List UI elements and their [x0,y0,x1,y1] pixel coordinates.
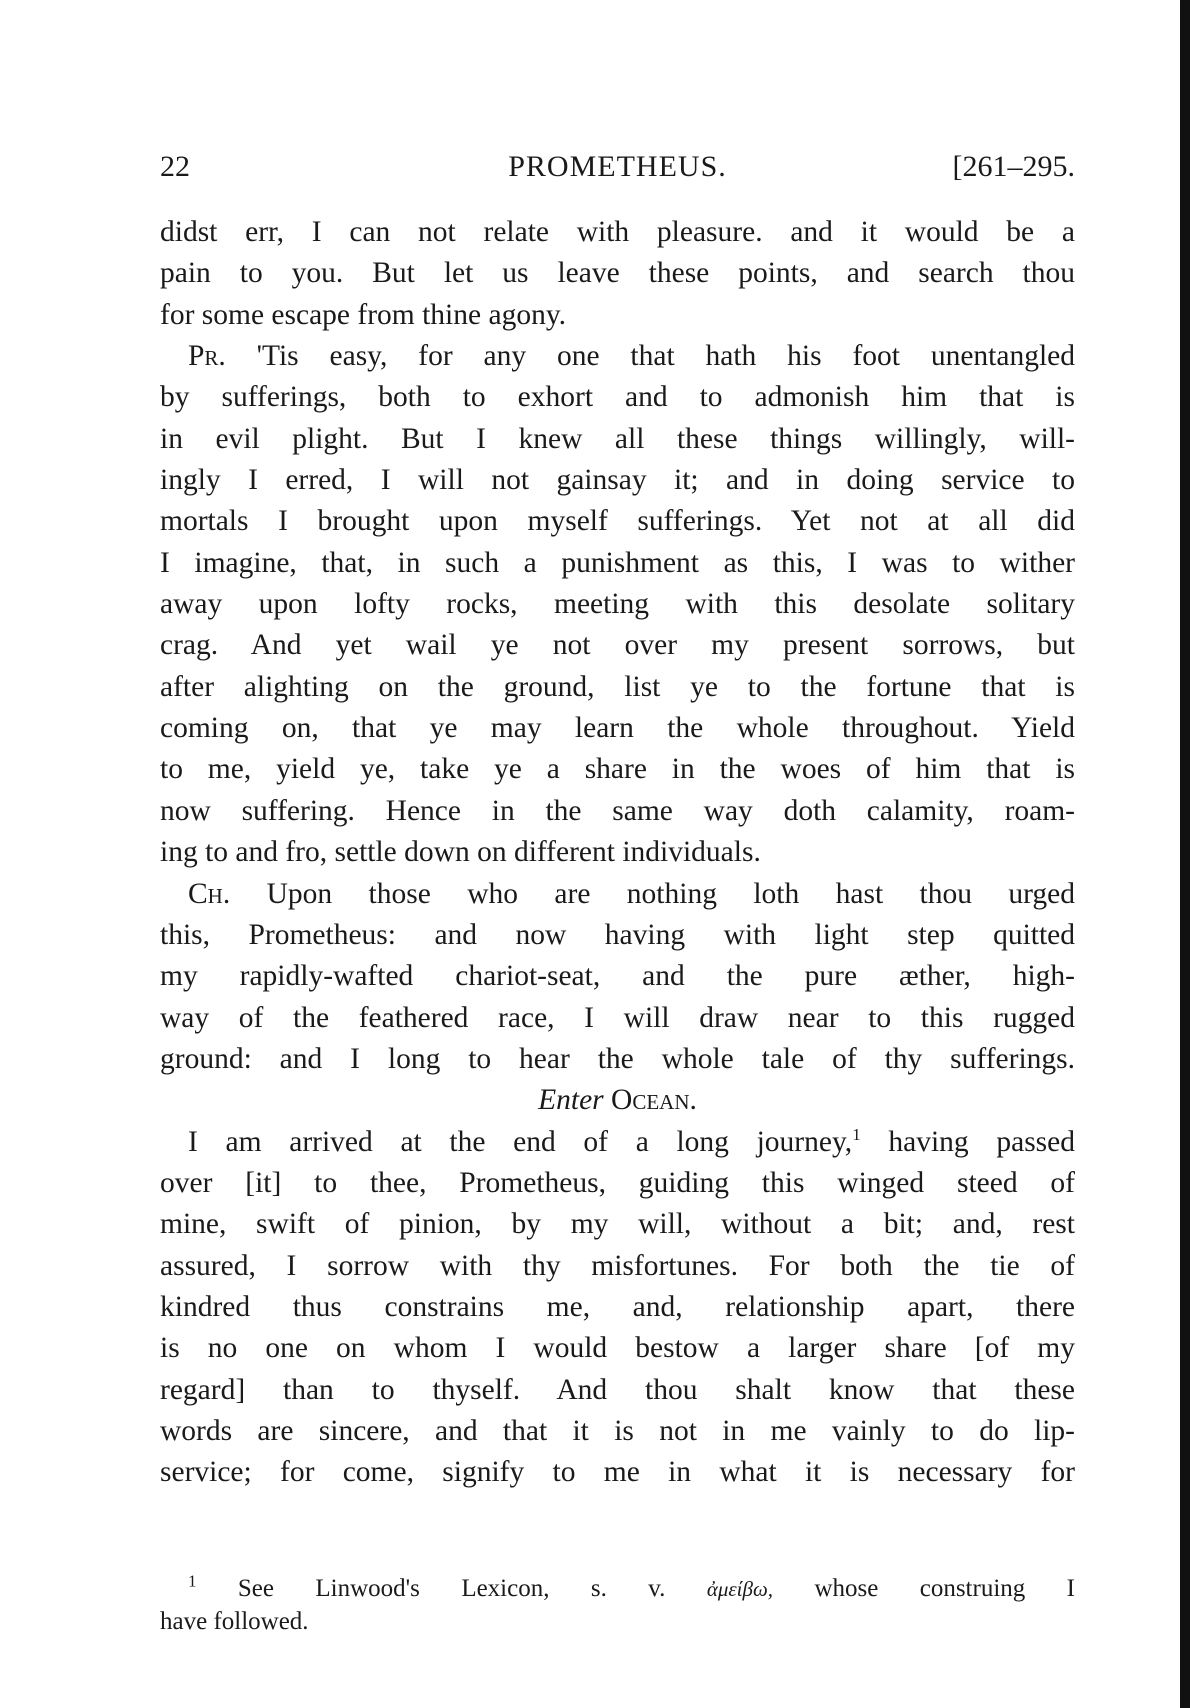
text-line: mortals I brought upon myself sufferings. Yet not at all did [160,505,1075,538]
speech-prometheus [160,336,1075,377]
text-line: this, Prometheus: and now having with light step quitted [160,918,1075,951]
text-line: pain to you. But let us leave these points, and search thou [160,257,1075,290]
text-line: is no one on whom I would bestow a larger share [of my [160,1332,1075,1365]
footnote [160,1572,1075,1638]
footnote-ref: 1 [852,1124,861,1144]
text-line: way of the feathered race, I will draw near to this rugged [160,1001,1075,1034]
footnote-line [160,1572,1075,1605]
text-line: Upon those who are nothing loth hast thou urged [266,877,1075,910]
text-line: service; for come, signify to me in what it is necessary for [160,1456,1075,1489]
running-head [160,142,1075,192]
speaker-label: Pr. [188,340,226,373]
text-line: assured, I sorrow with thy misfortunes. For both the tie of [160,1249,1075,1282]
stage-verb: Enter [538,1084,604,1117]
stage-direction [160,1080,1075,1121]
speech-ocean [160,1122,1075,1163]
text-line: to me, yield ye, take ye a share in the woes of him that is [160,753,1075,786]
footnote-line: have followed. [160,1608,309,1635]
page-edge-shadow [1180,0,1190,1708]
text-line: for some escape from thine agony. [160,298,567,331]
text-line: ing to and fro, settle down on different individuals. [160,836,761,869]
text-line: 'Tis easy, for any one that hath his foot unentangled [256,340,1075,373]
speaker-label: Ch. [188,877,231,910]
text-line: my rapidly-wafted chariot-seat, and the pure æther, high- [160,960,1075,993]
text-line: now suffering. Hence in the same way doth calamity, roam- [160,794,1075,827]
text-line: mine, swift of pinion, by my will, without a bit; and, rest [160,1208,1075,1241]
page-number: 22 [160,150,190,183]
text-line: I imagine, that, in such a punishment as this, I was to wither [160,546,1075,579]
text-line: over [it] to thee, Prometheus, guiding this winged steed of [160,1166,1075,1199]
stage-character: Ocean. [611,1084,697,1117]
text-line: crag. And yet wail ye not over my present sorrows, but [160,629,1075,662]
body-text [160,212,1075,1494]
text-line: words are sincere, and that it is not in me vainly to do lip- [160,1414,1075,1447]
footnote-text: See Linwood's Lexicon, s. v. [237,1575,666,1602]
text-line: ground: and I long to hear the whole tale of thy sufferings. [160,1042,1075,1075]
text-line: kindred thus constrains me, and, relationship apart, there [160,1290,1075,1323]
line-range: [261–295. [952,150,1075,183]
text-line: didst err, I can not relate with pleasure. and it would be a [160,216,1075,248]
text-line: I am arrived at the end of a long journey, [188,1125,853,1158]
footnote-text: whose construing I [814,1575,1075,1602]
text-line: coming on, that ye may learn the whole throughout. Yield [160,712,1075,745]
text-line: after alighting on the ground, list ye to the fortune that is [160,670,1075,703]
footnote-marker: 1 [188,1571,197,1591]
text-line: in evil plight. But I knew all these things willingly, will- [160,422,1075,455]
text-line: having passed [860,1125,1075,1158]
speech-chorus [160,874,1075,915]
text-line: by sufferings, both to exhort and to admonish him that is [160,381,1075,414]
text-line: ingly I erred, I will not gainsay it; and in doing service to [160,464,1075,497]
running-title: PROMETHEUS. [508,150,727,183]
text-line: regard] than to thyself. And thou shalt know that these [160,1373,1075,1406]
text-line: away upon lofty rocks, meeting with this desolate solitary [160,588,1075,621]
footnote-greek: ἀμείβω, [706,1577,774,1601]
